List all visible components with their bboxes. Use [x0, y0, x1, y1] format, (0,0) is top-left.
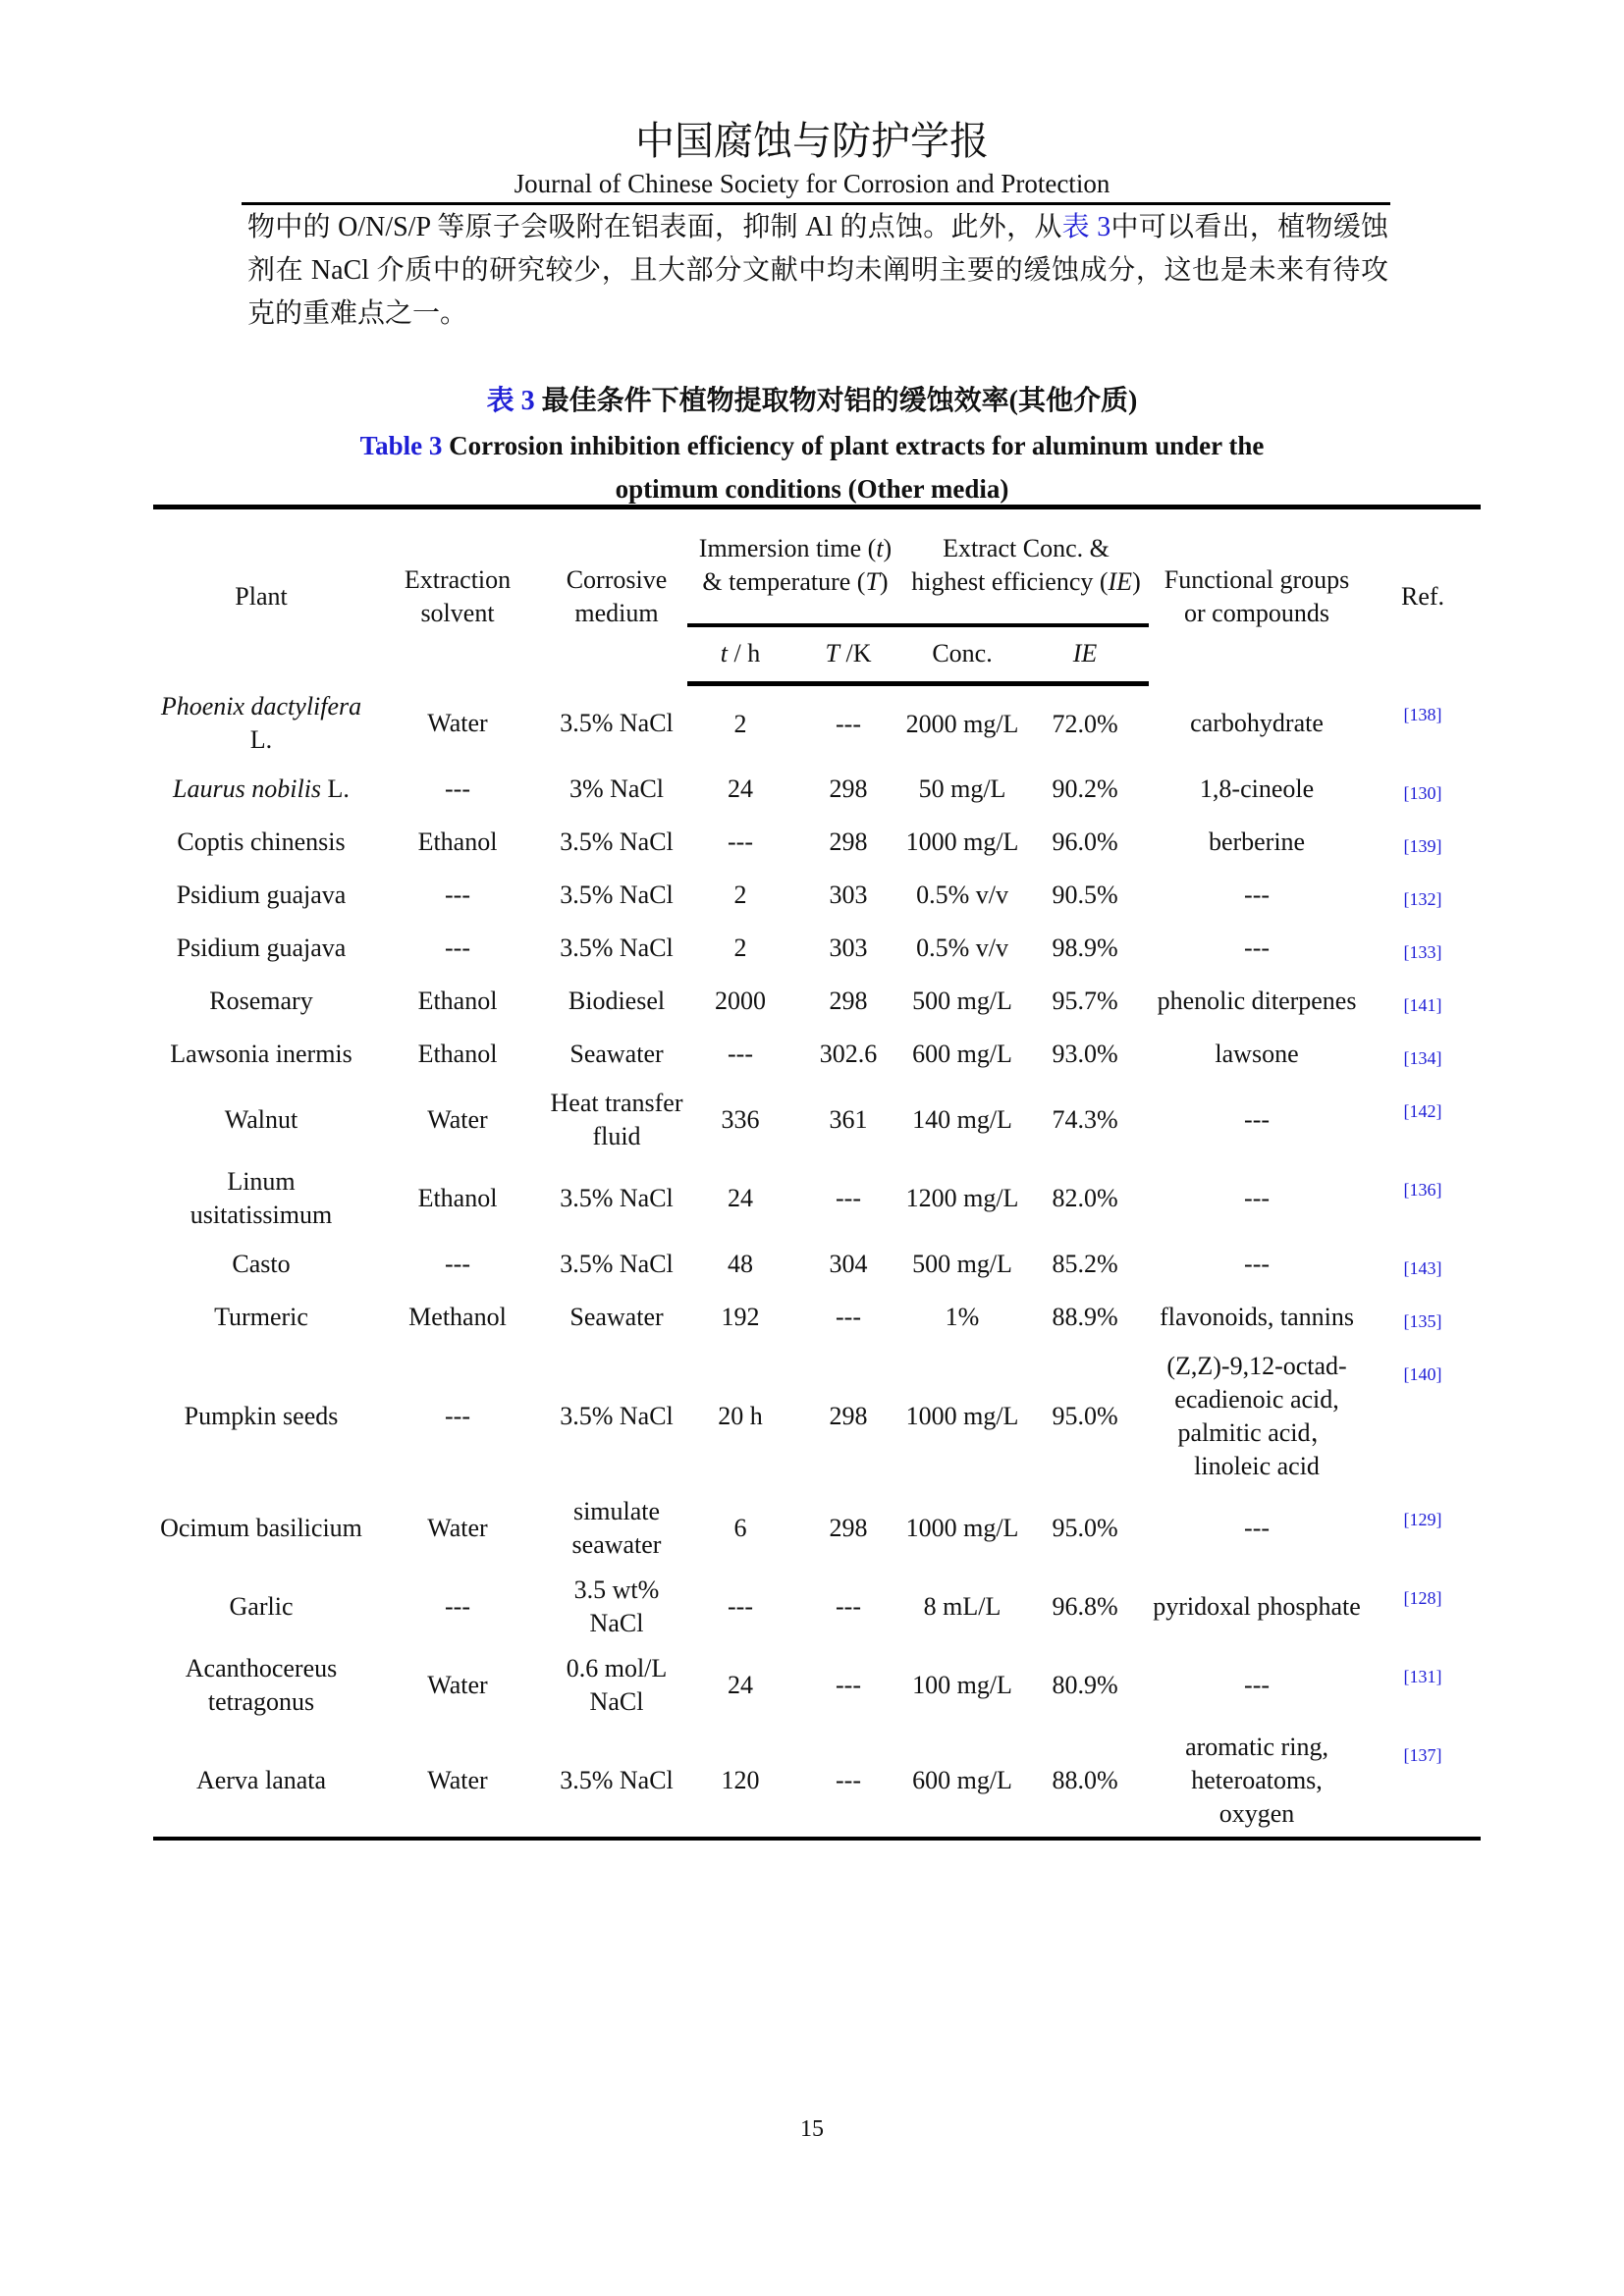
- cell-time: 2: [733, 933, 747, 962]
- cell-solvent: Ethanol: [417, 827, 498, 856]
- header-conc: Conc.: [903, 625, 1021, 684]
- cell-medium: 3% NaCl: [568, 774, 665, 803]
- cell-plant: Casto: [232, 1249, 291, 1278]
- cell-temperature: ---: [836, 1591, 861, 1621]
- cell-plant: Walnut: [224, 1104, 298, 1134]
- cell-medium: Seawater: [569, 1302, 664, 1331]
- cell-temperature: ---: [836, 1670, 861, 1699]
- cell-medium: Seawater: [569, 1039, 664, 1068]
- cell-ref[interactable]: [139]: [1403, 835, 1442, 856]
- table-row: [153, 922, 1481, 975]
- cell-temperature: 302.6: [819, 1039, 878, 1068]
- cell-ie: 93.0%: [1052, 1039, 1118, 1068]
- cell-medium: 3.5% NaCl: [560, 1249, 674, 1278]
- table-row: [153, 1291, 1481, 1344]
- cell-medium: 0.6 mol/L NaCl: [566, 1653, 668, 1716]
- table-row: [153, 816, 1481, 869]
- header-extract: Extract Conc. & highest efficiency (IE): [903, 507, 1149, 625]
- cell-medium: 3.5% NaCl: [560, 708, 674, 737]
- cell-conc: 1000 mg/L: [905, 1401, 1019, 1430]
- header-immersion: Immersion time (t) & temperature (T): [687, 507, 903, 625]
- cell-functional: ---: [1244, 1670, 1271, 1699]
- cell-temperature: 298: [829, 1513, 868, 1542]
- cell-ie: 90.2%: [1052, 774, 1118, 803]
- table-caption-cn: [0, 379, 1624, 418]
- cell-medium: 3.5% NaCl: [560, 933, 674, 962]
- cell-functional: flavonoids, tannins: [1160, 1302, 1354, 1331]
- cell-functional: lawsone: [1215, 1039, 1299, 1068]
- cell-conc: 600 mg/L: [912, 1039, 1012, 1068]
- para-text: 中可以看出，植物缓蚀剂在 NaCl 介质中的研究较少，且大部分文献中均未阐明主要的缓蚀成分，这也是未来有待攻克的重难点之一。: [247, 212, 1388, 329]
- cell-medium: 3.5 wt% NaCl: [573, 1575, 660, 1637]
- cell-time: 24: [728, 774, 753, 803]
- cell-temperature: ---: [836, 709, 861, 738]
- cell-ref[interactable]: [129]: [1403, 1509, 1442, 1529]
- cell-plant: Aerva lanata: [153, 1725, 369, 1839]
- cell-temperature: ---: [793, 1725, 903, 1839]
- cell-conc: 1200 mg/L: [905, 1183, 1019, 1212]
- cell-temperature: 303: [829, 933, 868, 962]
- cell-solvent: Ethanol: [417, 1183, 498, 1212]
- cell-ref[interactable]: [136]: [1403, 1179, 1442, 1200]
- cell-ref[interactable]: [134]: [1403, 1047, 1442, 1068]
- cell-plant: Acanthocereus tetragonus: [185, 1653, 338, 1716]
- cell-ref[interactable]: [143]: [1403, 1257, 1442, 1278]
- header-plant: Plant: [153, 507, 369, 684]
- header-t: t / h: [687, 625, 793, 684]
- cell-ref[interactable]: [130]: [1403, 782, 1442, 803]
- cell-ref[interactable]: [140]: [1403, 1363, 1442, 1384]
- cell-ref[interactable]: [138]: [1403, 704, 1442, 724]
- cell-plant: Laurus nobilis L.: [173, 774, 350, 803]
- cell-plant: Linum usitatissimum: [189, 1166, 333, 1229]
- cell-functional: (Z,Z)-9,12-octad-ecadienoic acid, palmitic acid，linoleic acid: [1166, 1351, 1347, 1480]
- cell-ref[interactable]: [137]: [1365, 1725, 1481, 1839]
- cell-functional: ---: [1244, 1249, 1271, 1278]
- header-rule: [242, 202, 1390, 205]
- cell-ref[interactable]: [141]: [1403, 994, 1442, 1015]
- caption-label: Table 3: [359, 431, 443, 460]
- caption-title: Corrosion inhibition efficiency of plant extracts for aluminum under the optimum conditions (Other media): [449, 431, 1265, 504]
- cell-ie: 72.0%: [1052, 709, 1118, 738]
- header-functional: Functional groups or compounds: [1149, 507, 1365, 684]
- table-row: [153, 1344, 1481, 1489]
- journal-title-en: Journal of Chinese Society for Corrosion and Protection: [514, 169, 1110, 198]
- cell-solvent: Water: [369, 1725, 546, 1839]
- cell-conc: 50 mg/L: [918, 774, 1006, 803]
- header-ie: IE: [1021, 625, 1149, 684]
- cell-conc: 2000 mg/L: [905, 709, 1019, 738]
- cell-time: 20 h: [718, 1401, 763, 1430]
- cell-functional: phenolic diterpenes: [1157, 986, 1357, 1015]
- cell-temperature: 298: [829, 774, 868, 803]
- header-T: T /K: [793, 625, 903, 684]
- cell-medium: Heat transfer fluid: [550, 1088, 683, 1150]
- table-caption-en: [0, 424, 1624, 510]
- cell-conc: 0.5% v/v: [916, 933, 1008, 962]
- cell-conc: 0.5% v/v: [916, 880, 1008, 909]
- table-body: [153, 684, 1481, 1839]
- cell-solvent: Ethanol: [417, 986, 498, 1015]
- cell-temperature: ---: [836, 1183, 861, 1212]
- cell-conc: 500 mg/L: [912, 1249, 1012, 1278]
- cell-plant: Pumpkin seeds: [184, 1401, 339, 1430]
- cell-ie: 88.0%: [1021, 1725, 1149, 1839]
- cell-solvent: Water: [427, 1104, 488, 1134]
- table-3-link[interactable]: 表 3: [1061, 212, 1111, 242]
- cell-solvent: ---: [445, 880, 470, 909]
- cell-plant: Garlic: [229, 1591, 294, 1621]
- cell-time: ---: [728, 827, 753, 856]
- cell-temperature: 298: [829, 827, 868, 856]
- cell-plant: Coptis chinensis: [177, 827, 346, 856]
- header-medium: Corrosive medium: [546, 507, 687, 684]
- cell-ie: 80.9%: [1052, 1670, 1118, 1699]
- cell-ie: 98.9%: [1052, 933, 1118, 962]
- cell-time: ---: [728, 1039, 753, 1068]
- cell-time: 48: [728, 1249, 753, 1278]
- journal-title-cn: 中国腐蚀与防护学报: [635, 119, 989, 163]
- cell-time: 120: [687, 1725, 793, 1839]
- cell-solvent: Water: [427, 1670, 488, 1699]
- cell-solvent: ---: [445, 1591, 470, 1621]
- cell-functional: aromatic ring, heteroatoms, oxygen: [1149, 1725, 1365, 1839]
- cell-time: 192: [721, 1302, 760, 1331]
- cell-plant: Phoenix dactylifera L.: [160, 691, 362, 754]
- data-table: [153, 505, 1481, 1841]
- caption-label: 表 3: [486, 386, 535, 416]
- table-row: [153, 763, 1481, 816]
- table-row: [153, 1646, 1481, 1725]
- cell-temperature: 298: [829, 986, 868, 1015]
- cell-ie: 88.9%: [1052, 1302, 1118, 1331]
- header-ref: Ref.: [1365, 507, 1481, 684]
- cell-medium: simulate seawater: [571, 1496, 662, 1559]
- table-row: [153, 1568, 1481, 1646]
- cell-plant: Rosemary: [209, 986, 313, 1015]
- page-number: 15: [800, 2116, 824, 2142]
- cell-conc: 140 mg/L: [912, 1104, 1012, 1134]
- cell-temperature: ---: [836, 1302, 861, 1331]
- table-row: [153, 684, 1481, 763]
- cell-ref[interactable]: [132]: [1403, 888, 1442, 909]
- table-row: [153, 1238, 1481, 1291]
- cell-temperature: 303: [829, 880, 868, 909]
- cell-time: 2: [733, 880, 747, 909]
- cell-medium: 3.5% NaCl: [560, 880, 674, 909]
- table-row: [153, 975, 1481, 1028]
- table-row: [153, 1489, 1481, 1568]
- cell-functional: ---: [1244, 1104, 1271, 1134]
- cell-functional: ---: [1244, 933, 1271, 962]
- cell-functional: berberine: [1208, 827, 1306, 856]
- body-paragraph: [247, 206, 1388, 336]
- cell-ref[interactable]: [131]: [1403, 1666, 1442, 1686]
- table-row: [153, 1028, 1481, 1081]
- header-solvent: Extraction solvent: [369, 507, 546, 684]
- cell-solvent: ---: [445, 1249, 470, 1278]
- table-row: [153, 1081, 1481, 1159]
- cell-conc: 1000 mg/L: [905, 1513, 1019, 1542]
- cell-medium: 3.5% NaCl: [546, 1725, 687, 1839]
- cell-ie: 95.0%: [1052, 1513, 1118, 1542]
- cell-solvent: Methanol: [408, 1302, 507, 1331]
- cell-functional: pyridoxal phosphate: [1153, 1591, 1361, 1621]
- cell-ie: 90.5%: [1052, 880, 1118, 909]
- cell-ie: 95.7%: [1052, 986, 1118, 1015]
- caption-title: 最佳条件下植物提取物对铝的缓蚀效率(其他介质): [541, 386, 1138, 416]
- cell-ref[interactable]: [142]: [1403, 1100, 1442, 1121]
- cell-solvent: Water: [427, 708, 488, 737]
- cell-time: 2: [733, 709, 747, 738]
- cell-conc: 1%: [945, 1302, 980, 1331]
- cell-ie: 74.3%: [1052, 1104, 1118, 1134]
- cell-medium: 3.5% NaCl: [560, 1401, 674, 1430]
- cell-ie: 95.0%: [1052, 1401, 1118, 1430]
- cell-medium: Biodiesel: [568, 986, 666, 1015]
- cell-conc: 1000 mg/L: [905, 827, 1019, 856]
- para-text: 物中的 O/N/S/P 等原子会吸附在铝表面，抑制 Al 的点蚀。此外，从: [247, 212, 1062, 242]
- cell-medium: 3.5% NaCl: [560, 827, 674, 856]
- cell-functional: carbohydrate: [1190, 708, 1324, 737]
- cell-functional: ---: [1244, 1513, 1271, 1542]
- cell-medium: 3.5% NaCl: [560, 1183, 674, 1212]
- cell-ie: 85.2%: [1052, 1249, 1118, 1278]
- cell-plant: Lawsonia inermis: [170, 1039, 352, 1068]
- cell-plant: Turmeric: [214, 1302, 308, 1331]
- cell-ie: 82.0%: [1052, 1183, 1118, 1212]
- cell-time: 2000: [715, 986, 766, 1015]
- table-row: [153, 869, 1481, 922]
- cell-ie: 96.8%: [1052, 1591, 1118, 1621]
- cell-ref[interactable]: [128]: [1403, 1587, 1442, 1608]
- cell-plant: Psidium guajava: [176, 880, 347, 909]
- cell-conc: 100 mg/L: [912, 1670, 1012, 1699]
- cell-time: 24: [728, 1183, 753, 1212]
- cell-solvent: Water: [427, 1513, 488, 1542]
- cell-functional: ---: [1244, 1183, 1271, 1212]
- table-row: [153, 1159, 1481, 1238]
- cell-time: 6: [733, 1513, 747, 1542]
- cell-ie: 96.0%: [1052, 827, 1118, 856]
- cell-plant: Psidium guajava: [176, 933, 347, 962]
- cell-functional: 1,8-cineole: [1199, 774, 1315, 803]
- cell-temperature: 298: [829, 1401, 868, 1430]
- cell-conc: 8 mL/L: [923, 1591, 1001, 1621]
- cell-time: ---: [728, 1591, 753, 1621]
- cell-solvent: Ethanol: [417, 1039, 498, 1068]
- cell-solvent: ---: [445, 1401, 470, 1430]
- cell-conc: 600 mg/L: [903, 1725, 1021, 1839]
- cell-solvent: ---: [445, 933, 470, 962]
- cell-temperature: 361: [829, 1104, 868, 1134]
- cell-time: 24: [728, 1670, 753, 1699]
- cell-solvent: ---: [445, 774, 470, 803]
- cell-temperature: 304: [829, 1249, 868, 1278]
- cell-conc: 500 mg/L: [912, 986, 1012, 1015]
- table-row: [153, 1725, 1481, 1839]
- cell-ref[interactable]: [135]: [1403, 1310, 1442, 1331]
- cell-ref[interactable]: [133]: [1403, 941, 1442, 962]
- cell-plant: Ocimum basilicium: [160, 1513, 362, 1542]
- cell-functional: ---: [1244, 880, 1271, 909]
- cell-time: 336: [721, 1104, 760, 1134]
